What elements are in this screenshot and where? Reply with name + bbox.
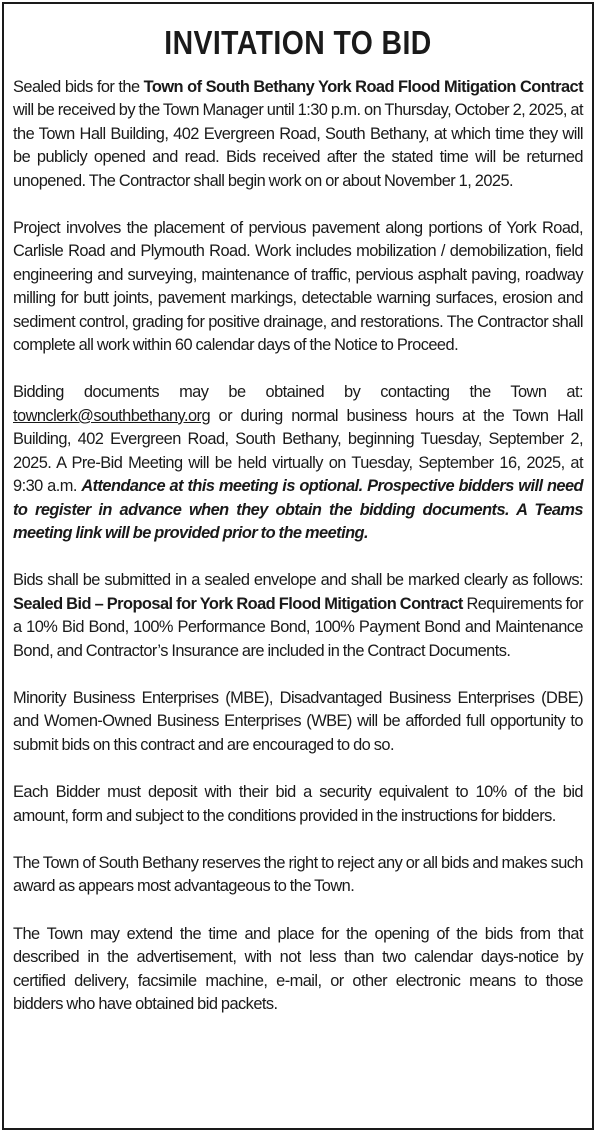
envelope-label: Sealed Bid – Proposal for York Road Flood Mitigation Contract [13, 594, 463, 613]
paragraph-bid-security: Each Bidder must deposit with their bid a security equivalent to 10% of the bid amount, form and subject to the conditions provided in the instructions for bidders. [13, 783, 583, 825]
p1-text-c: will be received by the Town Manager until 1:30 p.m. on Thursday, October 2, 2025, at the Town Hall Building, 402 Evergreen Road, South Bethany, at which time they will be publicly opened and read. Bids received after the stated time will be returned unopened. The Contractor shall begin work on or about November 1, 2025. [13, 101, 583, 190]
paragraph-bidding-documents [13, 381, 583, 545]
paragraph-project-scope: Project involves the placement of pervious pavement along portions of York Road, Carlisle Road and Plymouth Road. Work includes mobilization / demobilization, field engineering and surveying, maintenance of traffic, pervious asphalt paving, roadway milling for butt joints, pavement markings, detectable warning surfaces, erosion and sediment control, grading for positive drainage, and restorations. The Contractor shall complete all work within 60 calendar days of the Notice to Proceed. [13, 219, 583, 355]
notice-body [13, 76, 583, 1040]
paragraph-bid-deadline [13, 76, 583, 193]
paragraph-submission [13, 569, 583, 663]
page-title: INVITATION TO BID [164, 24, 432, 61]
notice-frame [2, 2, 594, 1130]
contract-name: Town of South Bethany York Road Flood Mitigation Contract [143, 78, 583, 96]
p4-text-c: Requirements for a 10% Bid Bond, 100% Performance Bond, 100% Payment Bond and Maintenance Bond, and Contractor’s Insurance are included in the Contract Documents. [13, 594, 583, 660]
p3-text-a: Bidding documents may be obtained by contacting the Town at: [13, 383, 583, 402]
paragraph-mbe-dbe-wbe: Minority Business Enterprises (MBE), Disadvantaged Business Enterprises (DBE) and Women-Owned Business Enterprises (WBE) will be afforded full opportunity to submit bids on this contract and are encouraged to do so. [13, 688, 583, 754]
p1-text-a: Sealed bids for the [13, 78, 144, 96]
paragraph-extension: The Town may extend the time and place for the opening of the bids from that described in the advertisement, with not less than two calendar days-notice by certified delivery, facsimile machine, e-mail, or other electronic means to those bidders who have obtained bid packets. [13, 924, 583, 1013]
p4-text-a: Bids shall be submitted in a sealed envelope and shall be marked clearly as follows: [13, 571, 583, 590]
email-link[interactable]: townclerk@southbethany.org [13, 406, 211, 425]
p3-text-b: or during normal business hours at the Town Hall Building, 402 Evergreen Road, South Bethany, beginning Tuesday, September 2, 2025. A Pre-Bid Meeting will be held virtually on Tuesday, September 16, 2025, at 9:30 a.m. [13, 406, 583, 496]
paragraph-reject-rights: The Town of South Bethany reserves the right to reject any or all bids and makes such award as appears most advantageous to the Town. [13, 853, 583, 896]
meeting-note: Attendance at this meeting is optional. Prospective bidders will need to register in advance when they obtain the bidding documents. A Teams meeting link will be provided prior to the meeting. [13, 477, 584, 542]
